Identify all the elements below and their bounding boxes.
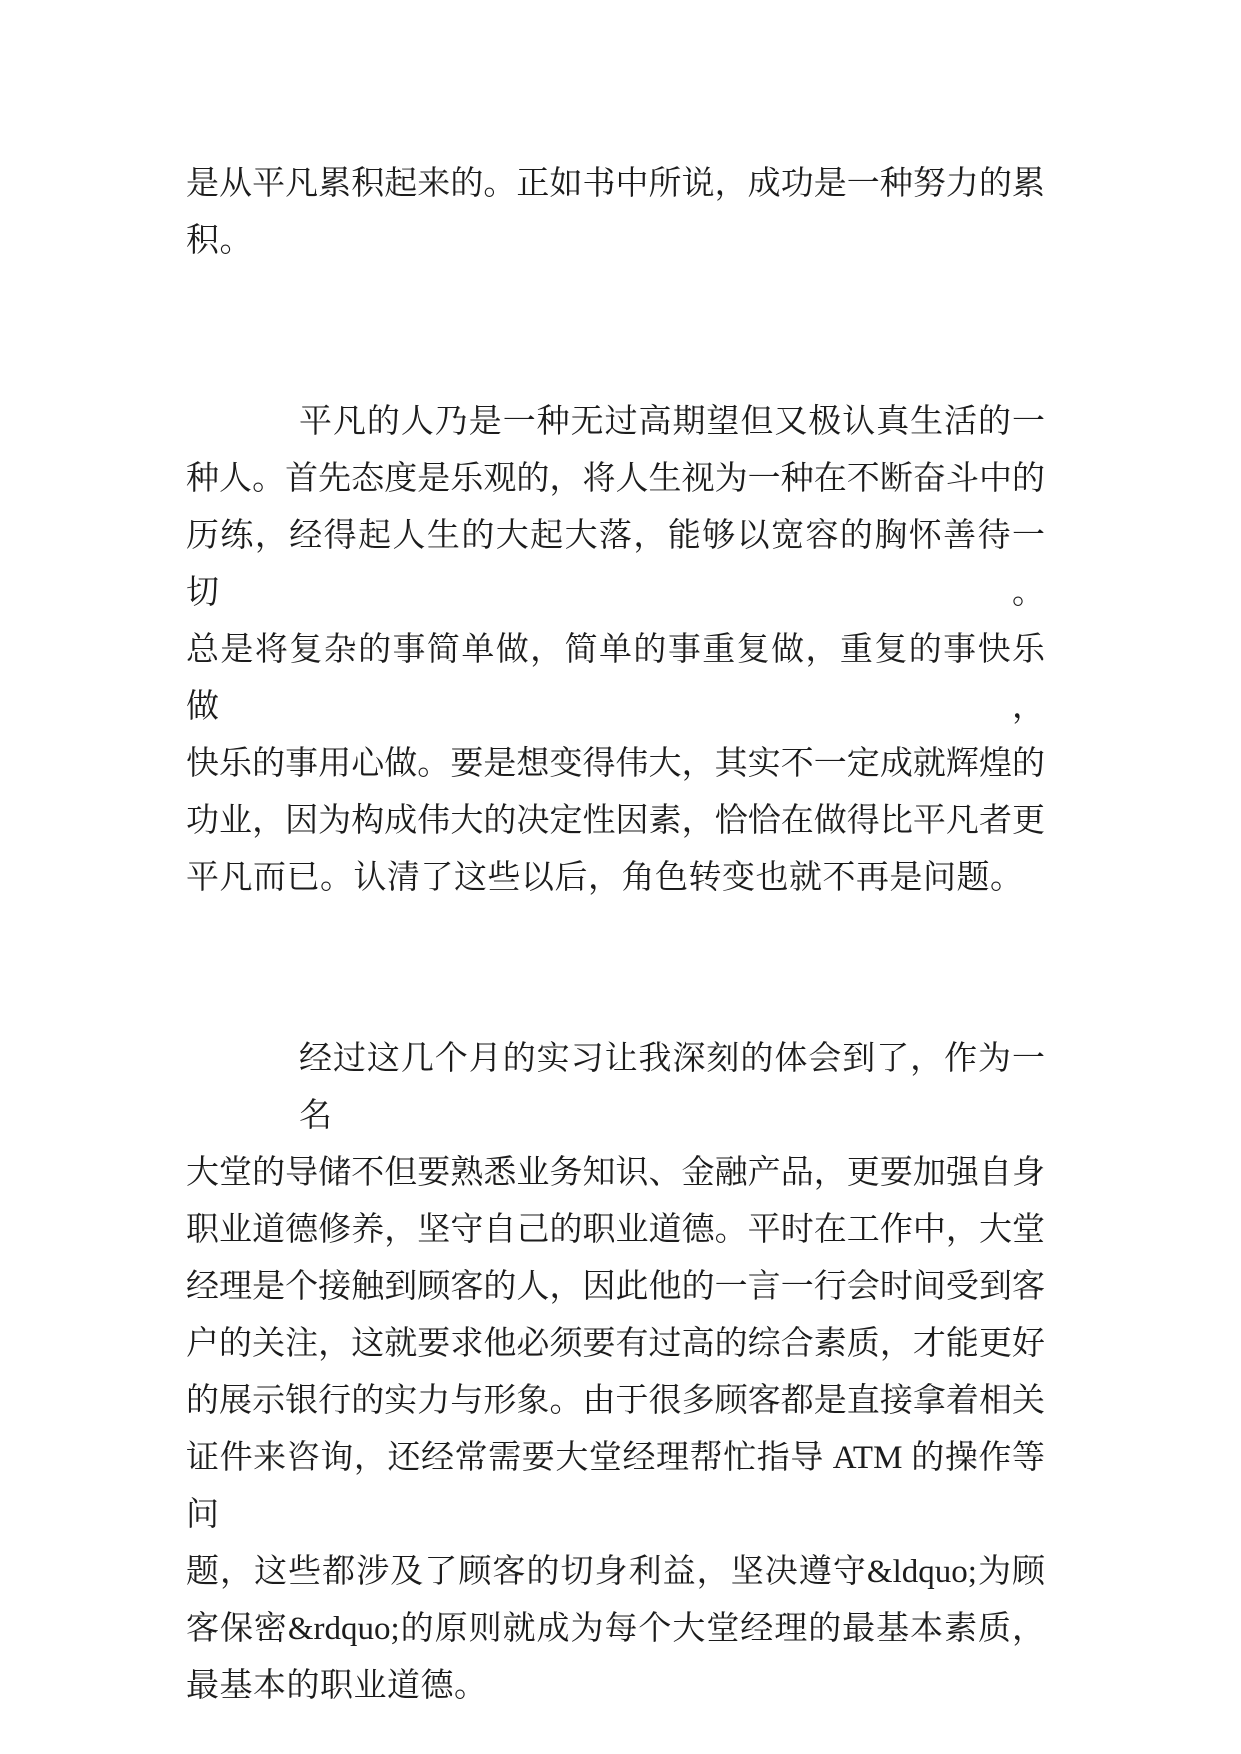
text-line: 职业道德修养，坚守自己的职业道德。平时在工作中，大堂 bbox=[186, 1212, 1045, 1248]
text-line: 积。 bbox=[186, 223, 253, 259]
text-line: 是从平凡累积起来的。正如书中所说，成功是一种努力的累 bbox=[186, 166, 1045, 202]
paragraph bbox=[186, 1031, 1045, 1715]
text-line: 总是将复杂的事简单做，简单的事重复做，重复的事快乐做， bbox=[186, 632, 1045, 725]
paragraph bbox=[186, 394, 1045, 907]
text-line: 题，这些都涉及了顾客的切身利益，坚决遵守&ldquo;为顾 bbox=[186, 1554, 1045, 1590]
text-line: 经理是个接触到顾客的人，因此他的一言一行会时间受到客 bbox=[186, 1269, 1045, 1305]
text-line: 快乐的事用心做。要是想变得伟大，其实不一定成就辉煌的 bbox=[186, 746, 1045, 782]
text-line: 种人。首先态度是乐观的，将人生视为一种在不断奋斗中的 bbox=[186, 461, 1045, 497]
text-line: 大堂的导储不但要熟悉业务知识、金融产品，更要加强自身 bbox=[186, 1155, 1045, 1191]
text-line: 经过这几个月的实习让我深刻的体会到了，作为一名 bbox=[299, 1041, 1045, 1134]
text-line: 历练，经得起人生的大起大落，能够以宽容的胸怀善待一切。 bbox=[186, 518, 1045, 611]
text-line: 证件来咨询，还经常需要大堂经理帮忙指导 ATM 的操作等问 bbox=[186, 1440, 1045, 1533]
text-line: 的展示银行的实力与形象。由于很多顾客都是直接拿着相关 bbox=[186, 1383, 1045, 1419]
text-line: 平凡而已。认清了这些以后，角色转变也就不再是问题。 bbox=[186, 860, 1024, 896]
text-line: 客保密&rdquo;的原则就成为每个大堂经理的最基本素质， bbox=[186, 1611, 1045, 1647]
paragraph bbox=[186, 156, 1045, 270]
text-line: 平凡的人乃是一种无过高期望但又极认真生活的一 bbox=[299, 404, 1045, 440]
text-line: 最基本的职业道德。 bbox=[186, 1668, 488, 1704]
text-line: 功业，因为构成伟大的决定性因素，恰恰在做得比平凡者更 bbox=[186, 803, 1045, 839]
text-line: 户的关注，这就要求他必须要有过高的综合素质，才能更好 bbox=[186, 1326, 1045, 1362]
